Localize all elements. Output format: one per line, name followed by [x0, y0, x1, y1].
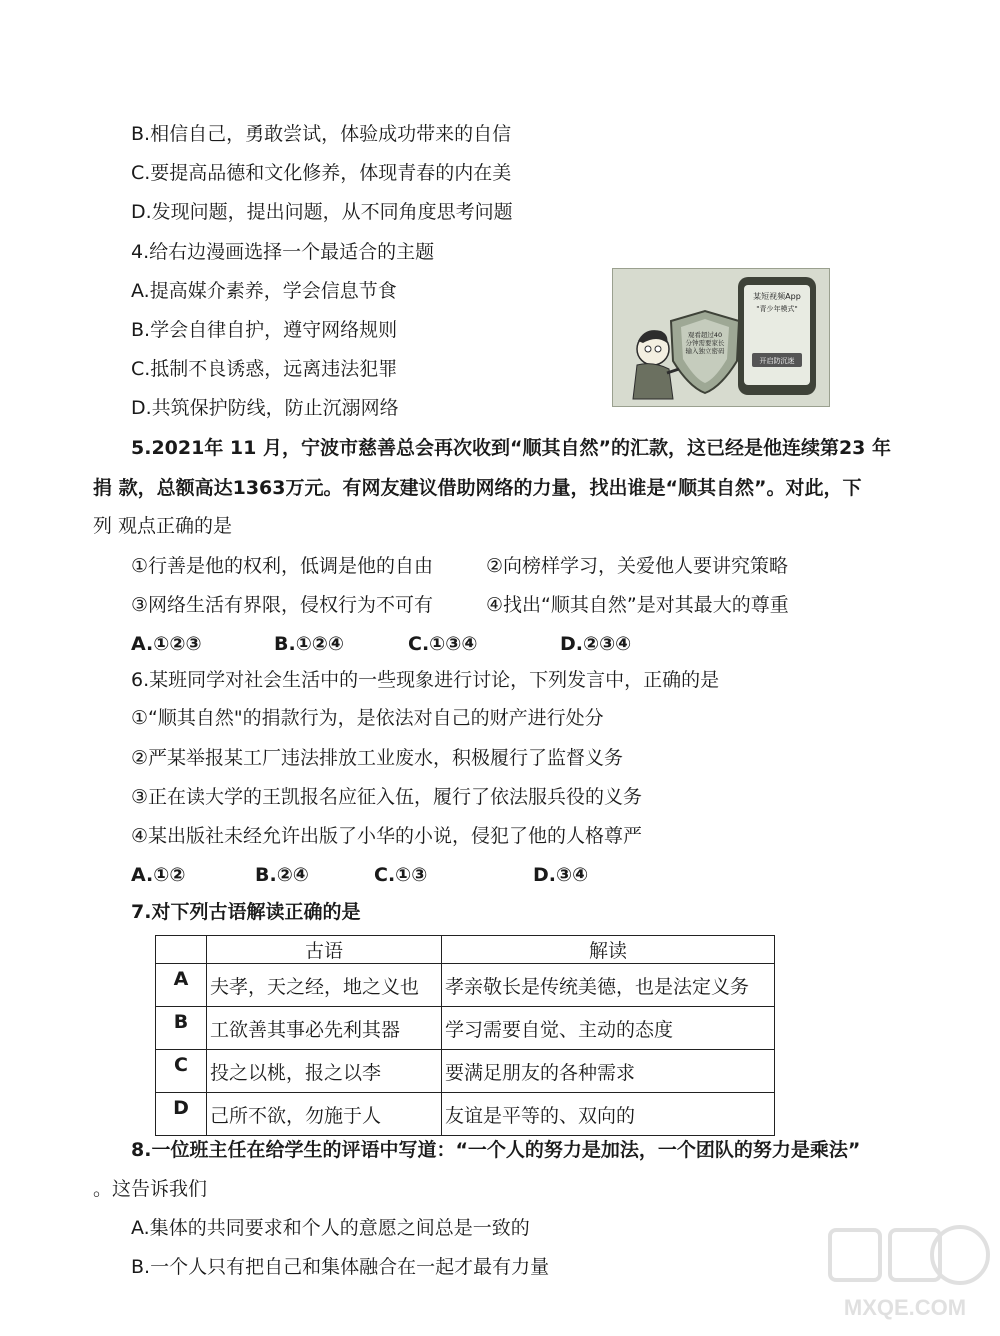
table-header-cell: 解读 [442, 936, 775, 964]
table-cell-interpretation: 孝亲敬长是传统美德，也是法定义务 [442, 964, 775, 1007]
q8-option-a: A.集体的共同要求和个人的意愿之间总是一致的 [131, 1217, 530, 1239]
table-row [156, 1050, 775, 1093]
table-cell-interpretation: 学习需要自觉、主动的态度 [442, 1007, 775, 1050]
table-header-row [156, 936, 775, 964]
cartoon-image [612, 268, 830, 407]
q6-statement-1: ①“顺其自然"的捐款行为，是依法对自己的财产进行处分 [131, 707, 604, 729]
q5-stem-line2: 捐 款，总额高达1363万元。有网友建议借助网络的力量，找出谁是“顺其自然”。对此，下 [93, 477, 862, 499]
q5-option-c: C.①③④ [408, 633, 478, 655]
q5-statement-4: ④找出“顺其自然”是对其最大的尊重 [486, 594, 789, 616]
q4-stem: 4.给右边漫画选择一个最适合的主题 [131, 241, 435, 263]
q6-stem: 6.某班同学对社会生活中的一些现象进行讨论，下列发言中，正确的是 [131, 669, 720, 691]
phone-mode-text: "青少年模式" [756, 305, 798, 313]
q3-option-d: D.发现问题，提出问题，从不同角度思考问题 [131, 201, 513, 223]
q8-stem-line2: 。这告诉我们 [93, 1178, 208, 1200]
table-cell-quote: 工欲善其事必先利其器 [207, 1007, 442, 1050]
anti-addiction-button-label: 开启防沉迷 [759, 357, 795, 365]
q4-option-d: D.共筑保护防线，防止沉溺网络 [131, 397, 399, 419]
q5-statement-3: ③网络生活有界限，侵权行为不可有 [131, 594, 434, 616]
watermark-logo [820, 1215, 990, 1325]
table-header-cell [156, 936, 207, 964]
shield-text: 观看超过40分钟需要家长输入独立密码 [685, 331, 725, 355]
table-cell-quote: 投之以桃，报之以李 [207, 1050, 442, 1093]
phone-header-text: 某短视频App [753, 292, 801, 301]
watermark-seal-icon [820, 1215, 990, 1295]
q8-option-b: B.一个人只有把自己和集体融合在一起才最有力量 [131, 1256, 550, 1278]
q6-option-c: C.①③ [374, 864, 428, 886]
table-row [156, 1093, 775, 1136]
q5-stem-line1: 5.2021年 11 月，宁波市慈善总会再次收到“顺其自然”的汇款，这已经是他连续第23 年 [131, 437, 892, 459]
q5-statement-2: ②向榜样学习，关爱他人要讲究策略 [486, 555, 789, 577]
q4-option-c: C.抵制不良诱惑，远离违法犯罪 [131, 358, 398, 380]
q7-table [155, 935, 775, 1136]
q5-statement-1: ①行善是他的权利，低调是他的自由 [131, 555, 434, 577]
q8-stem-line1: 8.一位班主任在给学生的评语中写道：“一个人的努力是加法，一个团队的努力是乘法” [131, 1139, 861, 1161]
q5-stem-line3: 列 观点正确的是 [93, 515, 233, 537]
table-cell-quote: 夫孝，天之经，地之义也 [207, 964, 442, 1007]
table-row [156, 1007, 775, 1050]
q6-statement-4: ④某出版社未经允许出版了小华的小说，侵犯了他的人格尊严 [131, 825, 643, 847]
table-cell-interpretation: 要满足朋友的各种需求 [442, 1050, 775, 1093]
q5-option-d: D.②③④ [560, 633, 632, 655]
table-cell-letter: A [156, 964, 207, 1007]
table-cell-letter: B [156, 1007, 207, 1050]
q3-option-c: C.要提高品德和文化修养，体现青春的内在美 [131, 162, 512, 184]
q3-option-b: B.相信自己，勇敢尝试，体验成功带来的自信 [131, 123, 512, 145]
q6-statement-2: ②严某举报某工厂违法排放工业废水，积极履行了监督义务 [131, 747, 624, 769]
table-cell-interpretation: 友谊是平等的、双向的 [442, 1093, 775, 1136]
q6-option-a: A.①② [131, 864, 186, 886]
q7-stem: 7.对下列古语解读正确的是 [131, 901, 361, 923]
table-row [156, 964, 775, 1007]
table-header-cell: 古语 [207, 936, 442, 964]
q6-option-d: D.③④ [533, 864, 589, 886]
q4-option-b: B.学会自律自护，遵守网络规则 [131, 319, 398, 341]
q6-option-b: B.②④ [255, 864, 309, 886]
table-cell-letter: D [156, 1093, 207, 1136]
table-cell-letter: C [156, 1050, 207, 1093]
q4-option-a: A.提高媒介素养，学会信息节食 [131, 280, 397, 302]
watermark-text: MXQE.COM [843, 1295, 967, 1320]
q5-option-b: B.①②④ [274, 633, 344, 655]
q5-option-a: A.①②③ [131, 633, 202, 655]
q6-statement-3: ③正在读大学的王凯报名应征入伍，履行了依法服兵役的义务 [131, 786, 643, 808]
cartoon-illustration [613, 269, 829, 406]
table-cell-quote: 己所不欲，勿施于人 [207, 1093, 442, 1136]
